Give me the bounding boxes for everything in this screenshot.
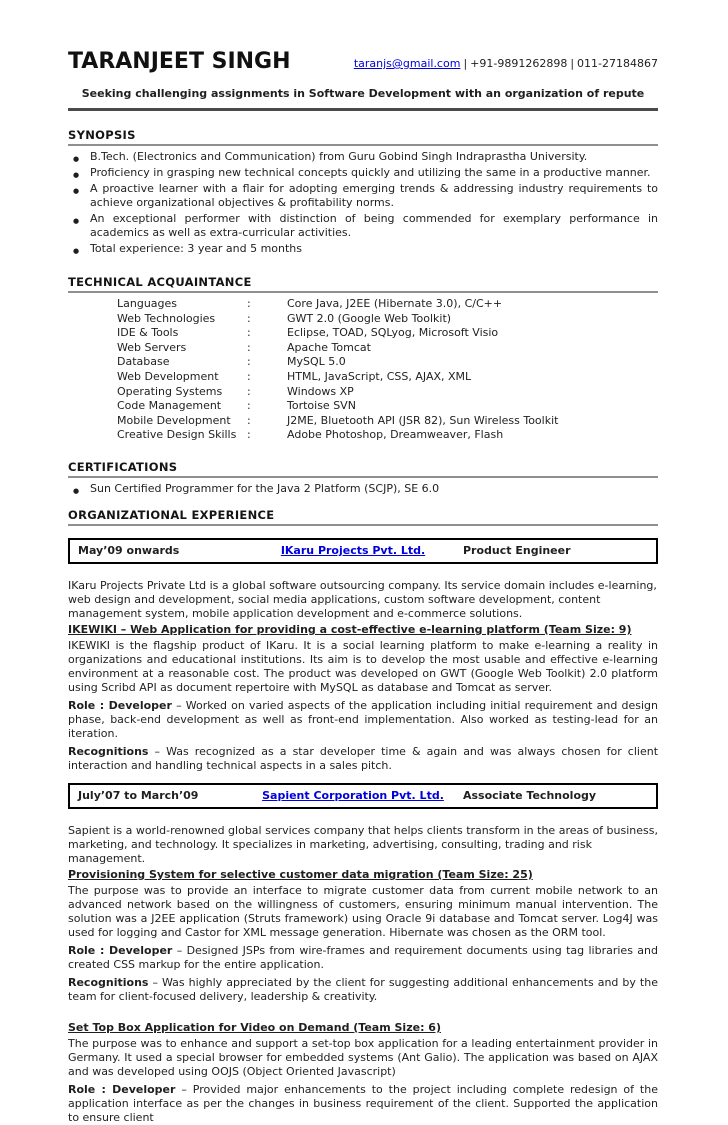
- skill-colon: :: [247, 340, 251, 354]
- skill-row: [68, 428, 658, 443]
- skill-label: Web Development: [117, 369, 219, 383]
- skill-value: MySQL 5.0: [287, 355, 346, 369]
- synopsis-bullet: ● An exceptional performer with distinction of being commended for exemplary performance in academics as well as extra-curricular activities.: [68, 212, 658, 240]
- recognitions-paragraph: [68, 976, 658, 1004]
- section-heading-technical: TECHNICAL ACQUAINTANCE: [68, 275, 658, 293]
- skill-colon: :: [247, 326, 251, 340]
- skill-value: Core Java, J2EE (Hibernate 3.0), C/C++: [287, 297, 503, 310]
- contact-line: [354, 57, 658, 74]
- skill-colon: :: [247, 311, 251, 325]
- synopsis-bullet: ● B.Tech. (Electronics and Communication) from Guru Gobind Singh Indraprastha University.: [68, 150, 658, 164]
- certifications-list: [68, 482, 658, 496]
- job-company: [243, 544, 463, 558]
- project-title: Provisioning System for selective customer data migration (Team Size: 25): [68, 867, 533, 881]
- role-label: Role : Developer: [68, 943, 173, 957]
- project-title: IKEWIKI – Web Application for providing a cost-effective e-learning platform (Team Size: 9): [68, 622, 632, 636]
- role-paragraph: [68, 944, 658, 972]
- project-description: The purpose was to enhance and support a set-top box application for a leading entertainment provider in Germany. It used a special browser for embedded systems (Ant Galio). The application was based on AJAX and was developed using OOJS (Object Oriented Javascript): [68, 1036, 658, 1078]
- skill-value: Adobe Photoshop, Dreamweaver, Flash: [287, 428, 504, 442]
- synopsis-bullet: ● Total experience: 3 year and 5 months: [68, 242, 658, 256]
- skill-row: [68, 312, 658, 327]
- skill-value: Eclipse, TOAD, SQLyog, Microsoft Visio: [287, 326, 499, 340]
- skill-label: Languages: [117, 297, 178, 310]
- synopsis-bullet: ● A proactive learner with a flair for adopting emerging trends & addressing industry requirements to achieve organizational objectives & profitability norms.: [68, 182, 658, 210]
- section-heading-certifications: CERTIFICATIONS: [68, 460, 658, 478]
- skill-label: Database: [117, 355, 170, 369]
- skill-row: [68, 341, 658, 356]
- skill-value: Windows XP: [287, 384, 354, 398]
- skill-colon: :: [247, 369, 251, 383]
- skill-label: Mobile Development: [117, 413, 231, 427]
- project-block: [68, 868, 658, 1004]
- skill-label: IDE & Tools: [117, 326, 179, 340]
- section-heading-synopsis: SYNOPSIS: [68, 128, 658, 146]
- synopsis-bullet: ● Proficiency in grasping new technical concepts quickly and utilizing the same in a productive manner.: [68, 166, 658, 180]
- job-company: [243, 789, 463, 803]
- role-label: Role : Developer: [68, 698, 172, 712]
- skill-label: Web Technologies: [117, 311, 216, 325]
- header: [68, 50, 658, 74]
- recognitions-label: Recognitions: [68, 744, 149, 758]
- job-period: May’09 onwards: [78, 543, 180, 557]
- skill-value: J2ME, Bluetooth API (JSR 82), Sun Wireless Toolkit: [287, 413, 559, 427]
- skill-row: [68, 355, 658, 370]
- project-description: The purpose was to provide an interface to migrate customer data from current mobile network to an advanced network based on the willingness of customers, ensuring minimum manual intervention. The solution was a J2EE application (Struts framework) using Oracle 9i database and Tomcat server. Log4J was used for logging and Castor for XML message generation. Hibernate was chosen as the ORM tool.: [68, 883, 658, 939]
- project-block: [68, 623, 658, 773]
- job-designation: Associate Technology: [463, 788, 597, 802]
- phone-number-2: 011-27184867: [577, 57, 658, 70]
- skill-value: GWT 2.0 (Google Web Toolkit): [287, 311, 452, 325]
- skill-value: HTML, JavaScript, CSS, AJAX, XML: [287, 369, 472, 383]
- job-header-row: [68, 538, 658, 564]
- skill-colon: :: [247, 428, 251, 442]
- skill-row: [68, 326, 658, 341]
- company-link[interactable]: Sapient Corporation Pvt. Ltd.: [262, 788, 444, 802]
- section-heading-experience: ORGANIZATIONAL EXPERIENCE: [68, 508, 658, 526]
- phone-number-1: +91-9891262898: [470, 57, 568, 70]
- job-header-row: [68, 783, 658, 809]
- company-description: Sapient is a world-renowned global services company that helps clients transform in the areas of business, marketing, and technology. It specializes in marketing, advertising, consulting, trading and risk management.: [68, 823, 658, 865]
- skill-label: Creative Design Skills: [117, 428, 237, 442]
- company-description: IKaru Projects Private Ltd is a global software outsourcing company. Its service domain includes e-learning, web design and development, social media applications, custom software development, content management system, mobile application development and e-commerce solutions.: [68, 578, 657, 620]
- recognitions-label: Recognitions: [68, 975, 149, 989]
- role-text: – Provided major enhancements to the project including complete redesign of the application interface as per the changes in business requirement of the client. Supported the application to ensure client: [68, 1082, 658, 1124]
- skills-table: [68, 297, 658, 443]
- contact-separator: |: [570, 57, 575, 70]
- project-description: IKEWIKI is the flagship product of IKaru. It is a social learning platform to make e-learning a reality in organizations and educational institutions. Its aim is to develop the most usable and effective e-learning environment at a reasonable cost. The product was developed on GWT (Google Web Toolkit) 2.0 platform using Scribd API as document repertoire with MySQL as database and Tomcat as server.: [68, 638, 658, 694]
- skill-colon: :: [247, 384, 251, 398]
- project-title: Set Top Box Application for Video on Demand (Team Size: 6): [68, 1020, 441, 1034]
- role-text: – Designed JSPs from wire-frames and requirement documents using tag libraries and created CSS markup for the entire application.: [68, 943, 658, 971]
- skill-value: Tortoise SVN: [287, 399, 356, 413]
- skill-row: [68, 399, 658, 414]
- skill-label: Operating Systems: [117, 384, 223, 398]
- job-designation: Product Engineer: [463, 543, 571, 557]
- job-period: July’07 to March’09: [78, 788, 199, 802]
- skill-row: [68, 370, 658, 385]
- skill-label: Code Management: [117, 399, 222, 413]
- contact-separator: |: [463, 57, 468, 70]
- skill-colon: :: [247, 355, 251, 369]
- recognitions-text: – Was recognized as a star developer time & again and was always chosen for client interaction and handling technical aspects in a sales pitch.: [68, 744, 659, 772]
- email-link[interactable]: taranjs@gmail.com: [353, 57, 461, 70]
- candidate-name: TARANJEET SINGH: [68, 49, 291, 74]
- recognitions-paragraph: [68, 745, 658, 773]
- skill-row: [68, 385, 658, 400]
- company-link[interactable]: IKaru Projects Pvt. Ltd.: [280, 543, 426, 557]
- skill-row: [68, 297, 658, 312]
- skill-colon: :: [247, 413, 251, 427]
- skill-label: Web Servers: [117, 340, 187, 354]
- objective-tagline: Seeking challenging assignments in Software Development with an organization of repute: [68, 87, 658, 111]
- role-text: – Worked on varied aspects of the application including initial requirement and design phase, back-end development as well as front-end implementation. Also worked as testing-lead for an iteration.: [68, 698, 658, 740]
- skill-row: [68, 414, 658, 429]
- certification-bullet: ● Sun Certified Programmer for the Java 2 Platform (SCJP), SE 6.0: [68, 482, 658, 496]
- recognitions-text: – Was highly appreciated by the client for suggesting additional enhancements and by the team for client-focused delivery, leadership & creativity.: [68, 975, 658, 1003]
- role-label: Role : Developer: [68, 1082, 176, 1096]
- skill-colon: :: [247, 399, 251, 413]
- role-paragraph: [68, 699, 658, 741]
- role-paragraph: [68, 1083, 658, 1125]
- skill-value: Apache Tomcat: [287, 340, 371, 354]
- project-block: [68, 1021, 658, 1125]
- synopsis-list: [68, 150, 658, 256]
- skill-colon: :: [247, 297, 251, 310]
